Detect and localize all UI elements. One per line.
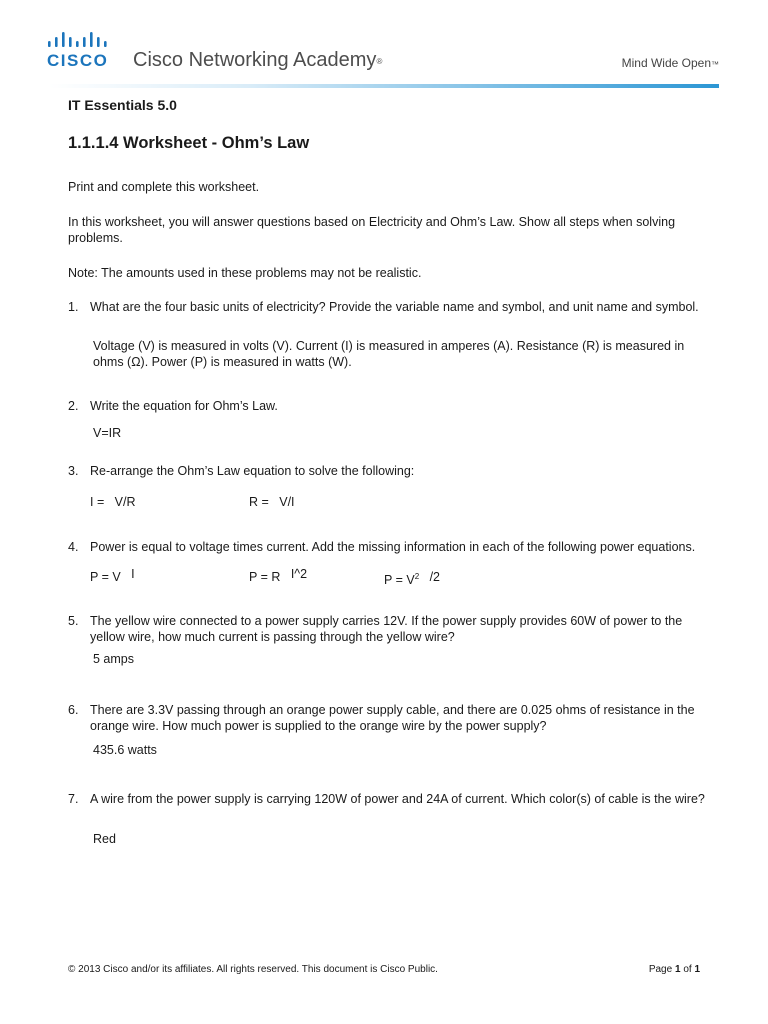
copyright-notice: © 2013 Cisco and/or its affiliates. All rights reserved. This document is Cisco Public. <box>68 964 438 975</box>
formula-resistance: R = V/I <box>249 495 295 509</box>
exponent: 2 <box>414 572 420 581</box>
tagline: Mind Wide Open™ <box>621 56 719 70</box>
question-text: The yellow wire connected to a power supply carries 12V. If the power supply provides 60W of power to the yellow wire, how much current is passing through the yellow wire? <box>90 614 683 644</box>
note-text: Note: The amounts used in these problems may not be realistic. <box>68 266 422 280</box>
cisco-wordmark: CISCO <box>47 51 109 70</box>
question-number: 3. <box>68 464 79 478</box>
formula-power-ri: P = R I^2 <box>249 567 308 584</box>
formula-current: I = V/R <box>90 495 136 509</box>
cisco-logo <box>47 31 115 69</box>
question-text: What are the four basic units of electricity? Provide the variable name and symbol, and unit name and symbol. <box>90 300 699 314</box>
intro-text: Print and complete this worksheet. <box>68 180 260 194</box>
answer-text: 435.6 watts <box>93 743 157 757</box>
formula-power-vi: P = V I <box>90 567 135 584</box>
course-title: IT Essentials 5.0 <box>68 97 177 113</box>
registered-mark: ® <box>376 57 383 66</box>
instructions-text: In this worksheet, you will answer questions based on Electricity and Ohm’s Law. Show all steps when solving problems. <box>68 215 676 245</box>
question-text: There are 3.3V passing through an orange power supply cable, and there are 0.025 ohms of resistance in the orange wire. How much power is supplied to the orange wire by the power supply? <box>90 703 695 733</box>
question-text: Power is equal to voltage times current. Add the missing information in each of the following power equations. <box>90 540 696 554</box>
question-number: 5. <box>68 614 79 628</box>
cisco-bridge-icon <box>47 31 115 51</box>
academy-title: Cisco Networking Academy® <box>133 49 383 71</box>
answer-fill: V/I <box>279 495 295 509</box>
page-header <box>0 0 768 92</box>
question-text: Write the equation for Ohm’s Law. <box>90 399 278 413</box>
question-text: Re-arrange the Ohm’s Law equation to solve the following: <box>90 464 415 478</box>
answer-text: 5 amps <box>93 652 134 666</box>
worksheet-title: 1.1.1.4 Worksheet - Ohm’s Law <box>68 134 310 152</box>
header-divider <box>49 84 719 88</box>
formula-power-vr: $P = V^2$ /2 <box>384 570 441 588</box>
page-total: 1 <box>694 964 700 975</box>
answer-fill: I <box>131 567 135 581</box>
page-indicator: Page 1 of 1 <box>648 964 700 975</box>
question-number: 2. <box>68 399 79 413</box>
question-number: 6. <box>68 703 79 717</box>
question-number: 1. <box>68 300 79 314</box>
answer-fill: V/R <box>114 495 136 509</box>
answer-text: Voltage (V) is measured in volts (V). Current (I) is measured in amperes (A). Resistance (R) is measured in ohms (Ω). Power (P) is measured in watts (W). <box>93 339 685 369</box>
answer-text: V=IR <box>93 426 122 440</box>
answer-text: Red <box>93 832 116 846</box>
question-number: 4. <box>68 540 79 554</box>
question-number: 7. <box>68 792 79 806</box>
page-current: 1 <box>674 964 681 975</box>
question-text: A wire from the power supply is carrying 120W of power and 24A of current. Which color(s) of cable is the wire? <box>90 792 705 806</box>
trademark: ™ <box>711 60 719 69</box>
answer-fill: /2 <box>429 570 441 585</box>
answer-fill: I^2 <box>290 567 308 581</box>
